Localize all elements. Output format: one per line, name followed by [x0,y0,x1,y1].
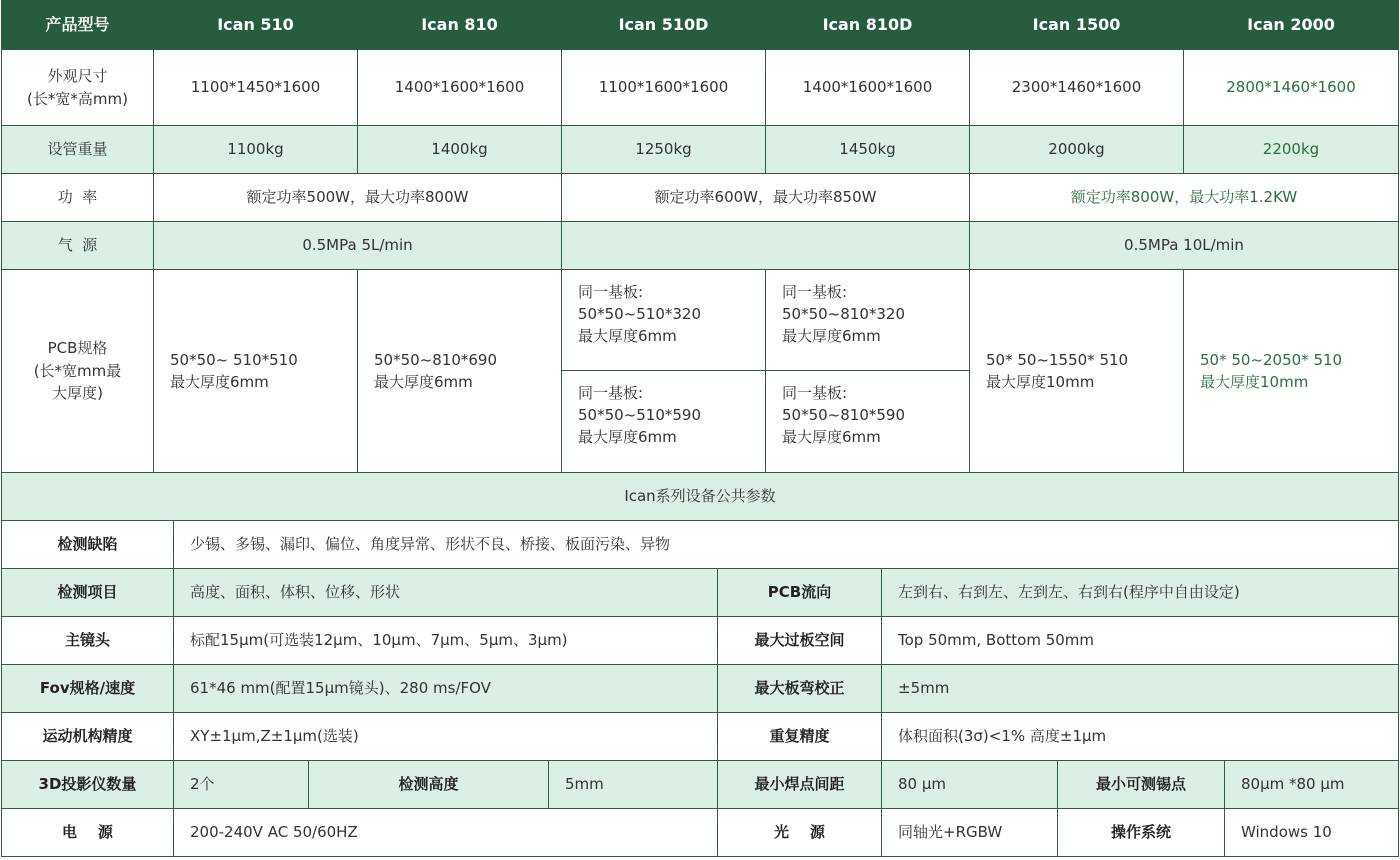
pcb-label [2,270,154,473]
pcb-ican1500-size: 50* 50~1550* 510 [986,350,1129,369]
flow-value: 左到右、右到左、左到左、右到右(程序中自由设定) [882,569,1399,617]
header-model-label: 产品型号 [2,1,154,50]
pcb-ican510d-a-line1: 同一基板: [578,283,644,301]
pcb-label-line3: 大厚度) [52,384,103,403]
header-row [2,1,1399,50]
pcb-ican510d-option-a [562,270,765,371]
pcb-ican810-size: 50*50~810*690 [374,350,498,369]
power-supply-label: 电 源 [2,809,174,857]
os-label: 操作系统 [1058,809,1225,857]
min-solder-value: 80μm *80 μm [1225,761,1399,809]
lens-row [2,617,1399,665]
defects-label: 检测缺陷 [2,521,174,569]
weight-ican1500: 2000kg [970,126,1184,174]
power-row [2,174,1399,222]
repeat-value: 体积面积(3σ)<1% 高度±1μm [882,713,1399,761]
projector-value: 2个 [174,761,309,809]
pcb-ican2000-thickness: 最大厚度10mm [1200,373,1309,391]
pcb-ican810d-b-line3: 最大厚度6mm [782,427,881,446]
fov-row [2,665,1399,713]
height-value: 5mm [549,761,718,809]
pcb-label-line1: PCB规格 [47,339,108,358]
pcb-ican810d-b-line1: 同一基板: [782,384,848,402]
pcb-ican510-size: 50*50~ 510*510 [170,350,298,369]
flow-label: PCB流向 [718,569,882,617]
dimensions-ican510d: 1100*1600*1600 [562,50,766,126]
pcb-ican510d-a-line3: 最大厚度6mm [578,326,677,345]
air-label: 气 源 [2,222,154,270]
pcb-ican510d-b-line1: 同一基板: [578,384,644,402]
dimensions-label-line2: (长*宽*高mm) [27,89,128,108]
motion-label: 运动机构精度 [2,713,174,761]
defects-value: 少锡、多锡、漏印、偏位、角度异常、形状不良、桥接、板面污染、异物 [174,521,1399,569]
dimensions-ican810: 1400*1600*1600 [358,50,562,126]
dimensions-label-line1: 外观尺寸 [47,67,108,85]
pcb-ican1500 [970,270,1184,473]
items-value: 高度、面积、体积、位移、形状 [174,569,718,617]
lens-value: 标配15μm(可选装12μm、10μm、7μm、5μm、3μm) [174,617,718,665]
common-params-table [1,472,1399,857]
weight-ican510: 1100kg [154,126,358,174]
params-title: Ican系列设备公共参数 [2,473,1399,521]
spec-table [1,0,1399,473]
light-value: 同轴光+RGBW [882,809,1058,857]
items-label: 检测项目 [2,569,174,617]
header-ican810: Ican 810 [358,1,562,50]
dimensions-ican810d: 1400*1600*1600 [766,50,970,126]
projector-label: 3D投影仪数量 [2,761,174,809]
defects-row [2,521,1399,569]
weight-ican810d: 1450kg [766,126,970,174]
fov-label: Fov规格/速度 [2,665,174,713]
warp-label: 最大板弯校正 [718,665,882,713]
warp-value: ±5mm [882,665,1399,713]
pcb-ican1500-thickness: 最大厚度10mm [986,373,1095,391]
pcb-ican2000-size: 50* 50~2050* 510 [1200,350,1343,369]
motion-value: XY±1μm,Z±1μm(选装) [174,713,718,761]
pcb-ican2000 [1184,270,1399,473]
power-supply-row [2,809,1399,857]
weight-ican810: 1400kg [358,126,562,174]
power-label: 功 率 [2,174,154,222]
pcb-ican510d-b-line2: 50*50~510*590 [578,405,702,424]
power-ican510-810: 额定功率500W，最大功率800W [154,174,562,222]
pcb-ican810 [358,270,562,473]
dimensions-ican1500: 2300*1460*1600 [970,50,1184,126]
os-value: Windows 10 [1225,809,1399,857]
projector-row [2,761,1399,809]
height-label: 检测高度 [309,761,549,809]
power-ican1500-2000: 额定功率800W，最大功率1.2KW [970,174,1399,222]
light-label: 光 源 [718,809,882,857]
motion-row [2,713,1399,761]
weight-label: 设管重量 [2,126,154,174]
header-ican510d: Ican 510D [562,1,766,50]
pcb-ican510 [154,270,358,473]
weight-ican510d: 1250kg [562,126,766,174]
pcb-ican510d-b-line3: 最大厚度6mm [578,427,677,446]
pcb-ican810d-option-a [766,270,969,371]
pcb-ican810d-a-line2: 50*50~810*320 [782,304,906,323]
lens-label: 主镜头 [2,617,174,665]
power-ican510d-810d: 额定功率600W，最大功率850W [562,174,970,222]
air-ican510d-810d [562,222,970,270]
dimensions-ican510: 1100*1450*1600 [154,50,358,126]
pcb-ican510-thickness: 最大厚度6mm [170,373,269,391]
min-solder-label: 最小可测锡点 [1058,761,1225,809]
pcb-ican810d-option-b [766,371,969,472]
space-label: 最大过板空间 [718,617,882,665]
header-ican510: Ican 510 [154,1,358,50]
pcb-label-line2: (长*宽mm最 [33,361,122,380]
weight-ican2000: 2200kg [1184,126,1399,174]
repeat-label: 重复精度 [718,713,882,761]
dimensions-ican2000: 2800*1460*1600 [1184,50,1399,126]
fov-value: 61*46 mm(配置15μm镜头)、280 ms/FOV [174,665,718,713]
pcb-ican510d-a-line2: 50*50~510*320 [578,304,702,323]
dimensions-row [2,50,1399,126]
header-ican1500: Ican 1500 [970,1,1184,50]
air-ican1500-2000: 0.5MPa 10L/min [970,222,1399,270]
pcb-ican510d [562,270,766,473]
params-title-row [2,473,1399,521]
power-supply-value: 200-240V AC 50/60HZ [174,809,718,857]
air-row [2,222,1399,270]
header-ican810d: Ican 810D [766,1,970,50]
pcb-ican810d-a-line3: 最大厚度6mm [782,326,881,345]
items-row [2,569,1399,617]
pitch-value: 80 μm [882,761,1058,809]
pcb-ican810-thickness: 最大厚度6mm [374,373,473,391]
space-value: Top 50mm, Bottom 50mm [882,617,1399,665]
pitch-label: 最小焊点间距 [718,761,882,809]
header-ican2000: Ican 2000 [1184,1,1399,50]
pcb-ican810d [766,270,970,473]
pcb-ican810d-b-line2: 50*50~810*590 [782,405,906,424]
pcb-ican510d-option-b [562,371,765,472]
weight-row [2,126,1399,174]
air-ican510-810: 0.5MPa 5L/min [154,222,562,270]
pcb-row [2,270,1399,473]
dimensions-label [2,50,154,126]
pcb-ican810d-a-line1: 同一基板: [782,283,848,301]
